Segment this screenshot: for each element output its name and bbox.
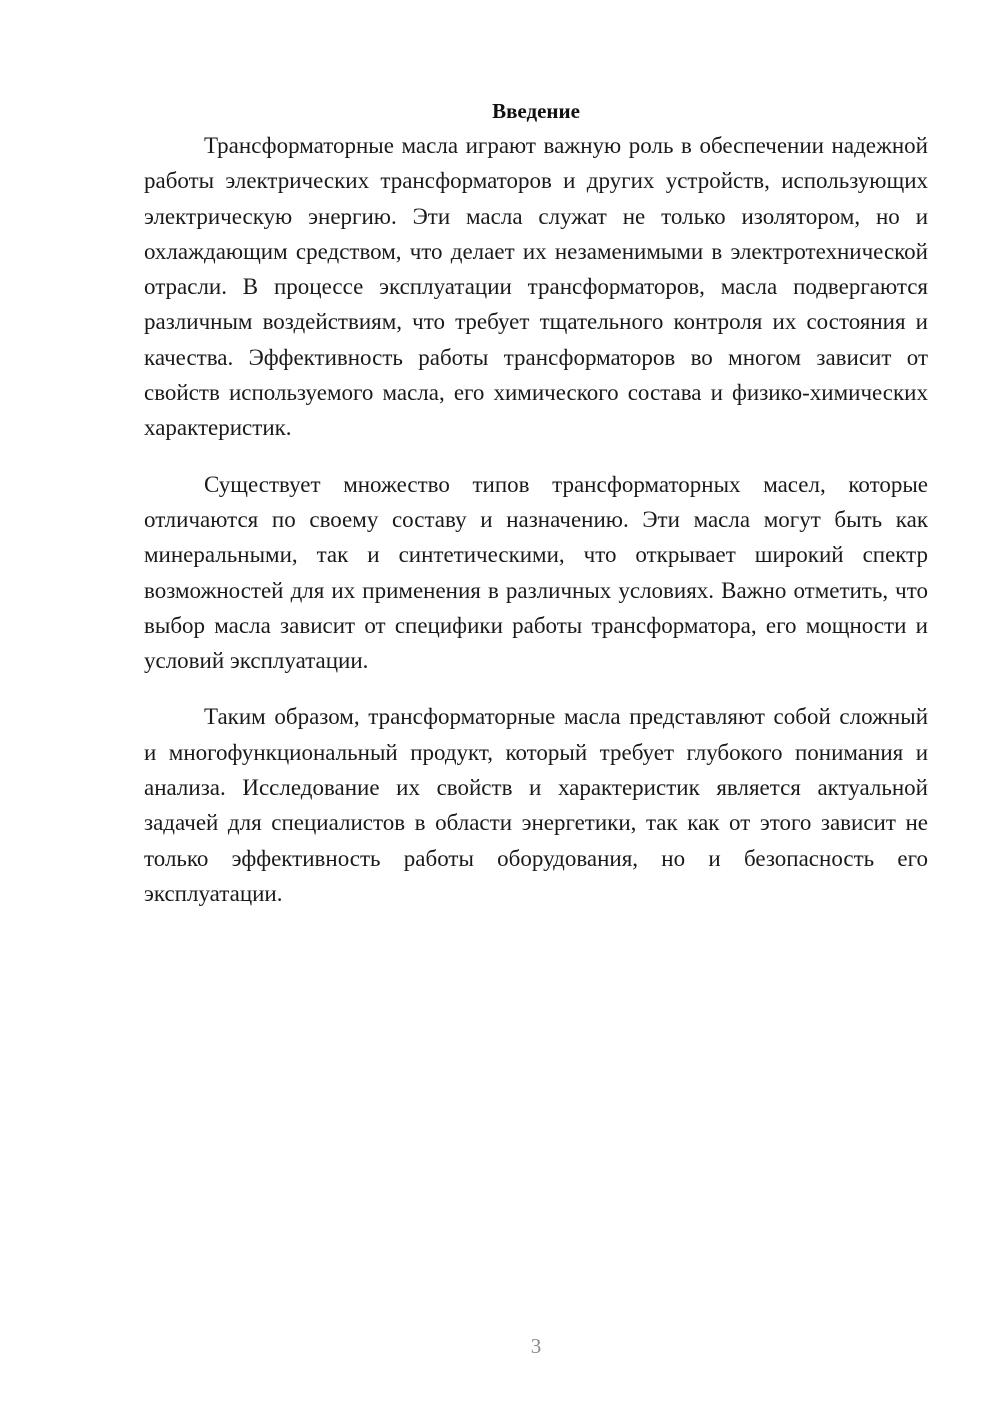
page-title: Введение <box>492 99 580 123</box>
paragraph-1: Трансформаторные масла играют важную роль в обеспечении надежной работы электрических трансформаторов и других устройств, использующих электрическую энергию. Эти масла служат не только изолятором, но и охлаждающим средством, что делает их незаменимыми в электротехнической отрасли. В процессе эксплуатации трансформаторов, масла подвергаются различным воздействиям, что требует тщательного контроля их состояния и качества. Эффективность работы трансформаторов во многом зависит от свойств используемого масла, его химического состава и физико-химических характеристик. <box>144 133 928 441</box>
paragraph-2: Существует множество типов трансформаторных масел, которые отличаются по своему составу и назначению. Эти масла могут быть как минеральными, так и синтетическими, что открывает широкий спектр возможностей для их применения в различных условиях. Важно отметить, что выбор масла зависит от специфики работы трансформатора, его мощности и условий эксплуатации. <box>144 471 928 674</box>
page-content <box>144 94 928 911</box>
paragraph-3: Таким образом, трансформаторные масла представляют собой сложный и многофункциональный продукт, который требует глубокого понимания и анализа. Исследование их свойств и характеристик является актуальной задачей для специалистов в области энергетики, так как от этого зависит не только эффективность работы оборудования, но и безопасность его эксплуатации. <box>144 704 928 906</box>
page-number: 3 <box>530 1334 542 1358</box>
